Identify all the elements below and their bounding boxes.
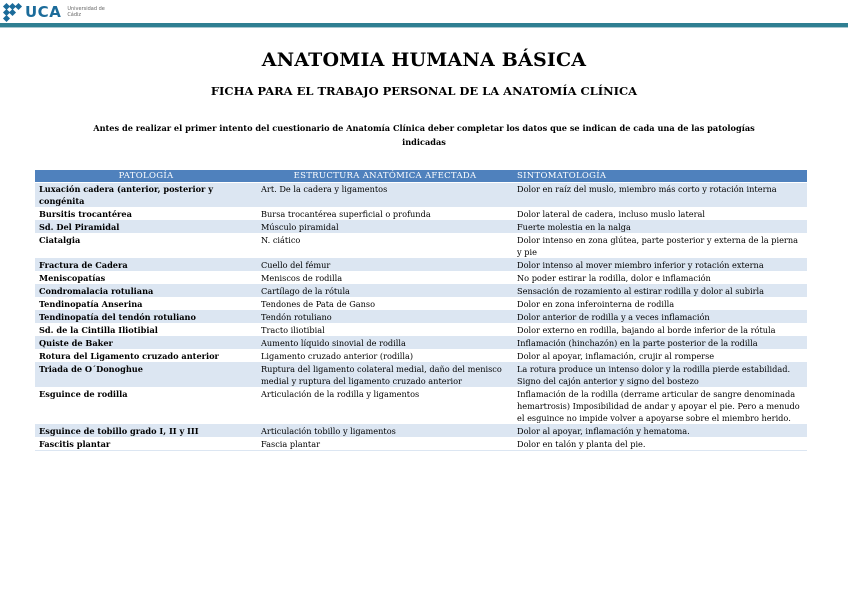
table-row (35, 259, 807, 272)
table-header-row (35, 170, 807, 183)
pathology-table (35, 170, 807, 451)
table-row (35, 337, 807, 350)
table-row (35, 183, 807, 208)
structure-cell: Art. De la cadera y ligamentos (257, 183, 513, 208)
pathology-cell: Condromalacia rotuliana (35, 285, 257, 298)
symptoms-cell: Dolor en talón y planta del pie. (513, 438, 807, 451)
table-row (35, 221, 807, 234)
pathology-cell: Meniscopatías (35, 272, 257, 285)
table-row (35, 324, 807, 337)
structure-cell: Tendones de Pata de Ganso (257, 298, 513, 311)
pathology-cell: Fractura de Cadera (35, 259, 257, 272)
table-row (35, 388, 807, 425)
table-row (35, 298, 807, 311)
structure-cell: Articulación de la rodilla y ligamentos (257, 388, 513, 425)
pathology-cell: Luxación cadera (anterior, posterior y congénita (35, 183, 257, 208)
logo-subtitle: Universidad de Cádiz (67, 6, 105, 18)
structure-cell: Articulación tobillo y ligamentos (257, 425, 513, 438)
document-title: ANATOMIA HUMANA BÁSICA (261, 49, 587, 71)
symptoms-cell: Dolor al apoyar, inflamación y hematoma. (513, 425, 807, 438)
document-subtitle: FICHA PARA EL TRABAJO PERSONAL DE LA ANATOMÍA CLÍNICA (210, 84, 638, 98)
symptoms-cell: Dolor al apoyar, inflamación, crujir al romperse (513, 350, 807, 363)
symptoms-cell: Dolor intenso en zona glútea, parte posterior y externa de la pierna y pie (513, 234, 807, 259)
symptoms-cell: No poder estirar la rodilla, dolor e inflamación (513, 272, 807, 285)
column-header-pathology: PATOLOGÍA (35, 170, 257, 183)
pathology-cell: Esguince de rodilla (35, 388, 257, 425)
structure-cell: Fascia plantar (257, 438, 513, 451)
page-header (0, 0, 848, 24)
logo-mark-icon (4, 4, 22, 20)
structure-cell: Músculo piramidal (257, 221, 513, 234)
pathology-cell: Ciatalgia (35, 234, 257, 259)
structure-cell: N. ciático (257, 234, 513, 259)
table-row (35, 363, 807, 388)
pathology-cell: Tendinopatía del tendón rotuliano (35, 311, 257, 324)
symptoms-cell: Dolor en zona inferointerna de rodilla (513, 298, 807, 311)
symptoms-cell: Fuerte molestia en la nalga (513, 221, 807, 234)
symptoms-cell: Dolor en raíz del muslo, miembro más corto y rotación interna (513, 183, 807, 208)
pathology-cell: Fascitis plantar (35, 438, 257, 451)
structure-cell: Ruptura del ligamento colateral medial, daño del menisco medial y ruptura del ligamento cruzado anterior (257, 363, 513, 388)
symptoms-cell: Inflamación de la rodilla (derrame articular de sangre denominada hemartrosis) Imposibilidad de andar y apoyar el pie. Pero a menudo el esguince no impide volver a apoyarse sobre el miembro herido. (513, 388, 807, 425)
table-row (35, 425, 807, 438)
pathology-cell: Bursitis trocantérea (35, 208, 257, 221)
pathology-cell: Tendinopatía Anserina (35, 298, 257, 311)
table-row (35, 234, 807, 259)
pathology-cell: Rotura del Ligamento cruzado anterior (35, 350, 257, 363)
column-header-symptoms: SINTOMATOLOGÍA (513, 170, 807, 183)
table-row (35, 272, 807, 285)
table-row (35, 350, 807, 363)
structure-cell: Tracto iliotibial (257, 324, 513, 337)
symptoms-cell: Dolor anterior de rodilla y a veces inflamación (513, 311, 807, 324)
university-logo (4, 3, 107, 21)
table-row (35, 438, 807, 451)
symptoms-cell: Inflamación (hinchazón) en la parte posterior de la rodilla (513, 337, 807, 350)
table-row (35, 285, 807, 298)
table-row (35, 208, 807, 221)
logo-brand: UCA (25, 3, 62, 21)
structure-cell: Aumento líquido sinovial de rodilla (257, 337, 513, 350)
structure-cell: Cartílago de la rótula (257, 285, 513, 298)
structure-cell: Tendón rotuliano (257, 311, 513, 324)
structure-cell: Meniscos de rodilla (257, 272, 513, 285)
pathology-cell: Esguince de tobillo grado I, II y III (35, 425, 257, 438)
pathology-cell: Sd. de la Cintilla Iliotibial (35, 324, 257, 337)
structure-cell: Ligamento cruzado anterior (rodilla) (257, 350, 513, 363)
pathology-cell: Sd. Del Piramidal (35, 221, 257, 234)
symptoms-cell: Sensación de rozamiento al estirar rodilla y dolor al subirla (513, 285, 807, 298)
header-rule-thin (0, 27, 848, 28)
structure-cell: Bursa trocantérea superficial o profunda (257, 208, 513, 221)
pathology-cell: Triada de O´Donoghue (35, 363, 257, 388)
column-header-structure: ESTRUCTURA ANATÓMICA AFECTADA (257, 170, 513, 183)
symptoms-cell: Dolor intenso al mover miembro inferior y rotación externa (513, 259, 807, 272)
intro-text: Antes de realizar el primer intento del cuestionario de Anatomía Clínica deber completar los datos que se indican de cada una de las patologías indicadas (93, 123, 755, 147)
symptoms-cell: La rotura produce un intenso dolor y la rodilla pierde estabilidad. Signo del cajón anterior y signo del bostezo (513, 363, 807, 388)
pathology-cell: Quiste de Baker (35, 337, 257, 350)
symptoms-cell: Dolor lateral de cadera, incluso muslo lateral (513, 208, 807, 221)
symptoms-cell: Dolor externo en rodilla, bajando al borde inferior de la rótula (513, 324, 807, 337)
table-row (35, 311, 807, 324)
structure-cell: Cuello del fémur (257, 259, 513, 272)
